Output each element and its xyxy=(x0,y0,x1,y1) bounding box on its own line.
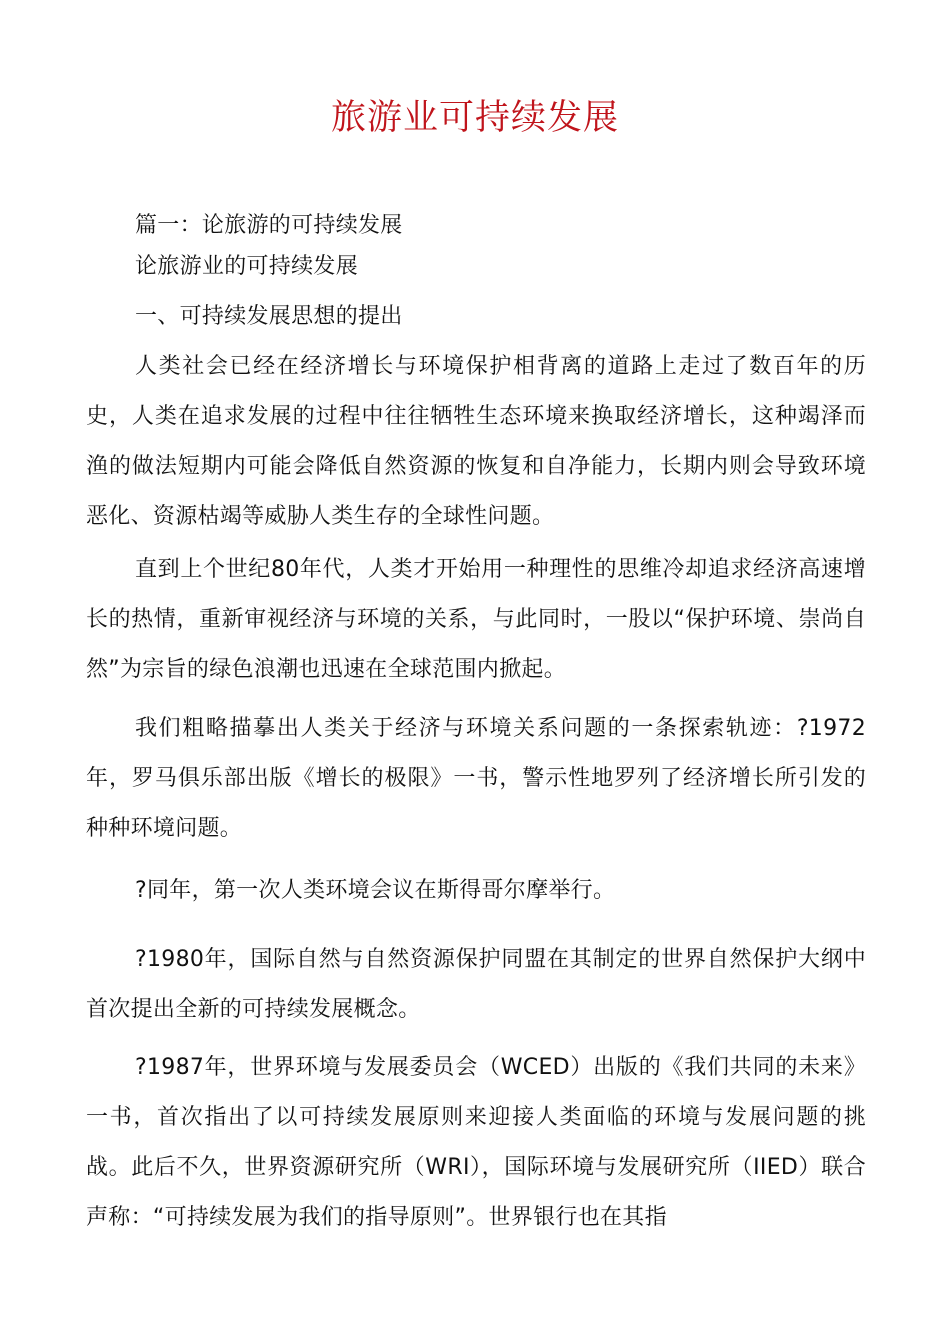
section-title: 一、可持续发展思想的提出 xyxy=(135,304,403,329)
body-paragraph: 人类社会已经在经济增长与环境保护相背离的道路上走过了数百年的历史，人类在追求发展的过程中往往牺牲生态环境来换取经济增长，这种竭泽而渔的做法短期内可能会降低自然资源的恢复和自净能力，长期内则会导致环境恶化、资源枯竭等威胁人类生存的全球性问题。 xyxy=(86,354,866,529)
body-paragraph: ?1980年，国际自然与自然资源保护同盟在其制定的世界自然保护大纲中首次提出全新的可持续发展概念。 xyxy=(86,947,866,1022)
body-paragraph: ?1987年，世界环境与发展委员会（WCED）出版的《我们共同的未来》一书，首次指出了以可持续发展原则来迎接人类面临的环境与发展问题的挑战。此后不久，世界资源研究所（WRI），国际环境与发展研究所（IIED）联合声称：“可持续发展为我们的指导原则”。世界银行也在其指 xyxy=(86,1055,866,1230)
body-paragraph: ?同年，第一次人类环境会议在斯得哥尔摩举行。 xyxy=(135,878,616,903)
document-title: 旅游业可持续发展 xyxy=(330,98,619,138)
section-heading: 篇一：论旅游的可持续发展 xyxy=(135,213,403,238)
body-paragraph: 我们粗略描摹出人类关于经济与环境关系问题的一条探索轨迹：?1972年，罗马俱乐部出版《增长的极限》一书，警示性地罗列了经济增长所引发的种种环境问题。 xyxy=(86,716,866,841)
body-paragraph: 直到上个世纪80年代，人类才开始用一种理性的思维冷却追求经济高速增长的热情，重新审视经济与环境的关系，与此同时，一股以“保护环境、崇尚自然”为宗旨的绿色浪潮也迅速在全球范围内掀起。 xyxy=(86,557,866,682)
subheading: 论旅游业的可持续发展 xyxy=(135,254,359,279)
